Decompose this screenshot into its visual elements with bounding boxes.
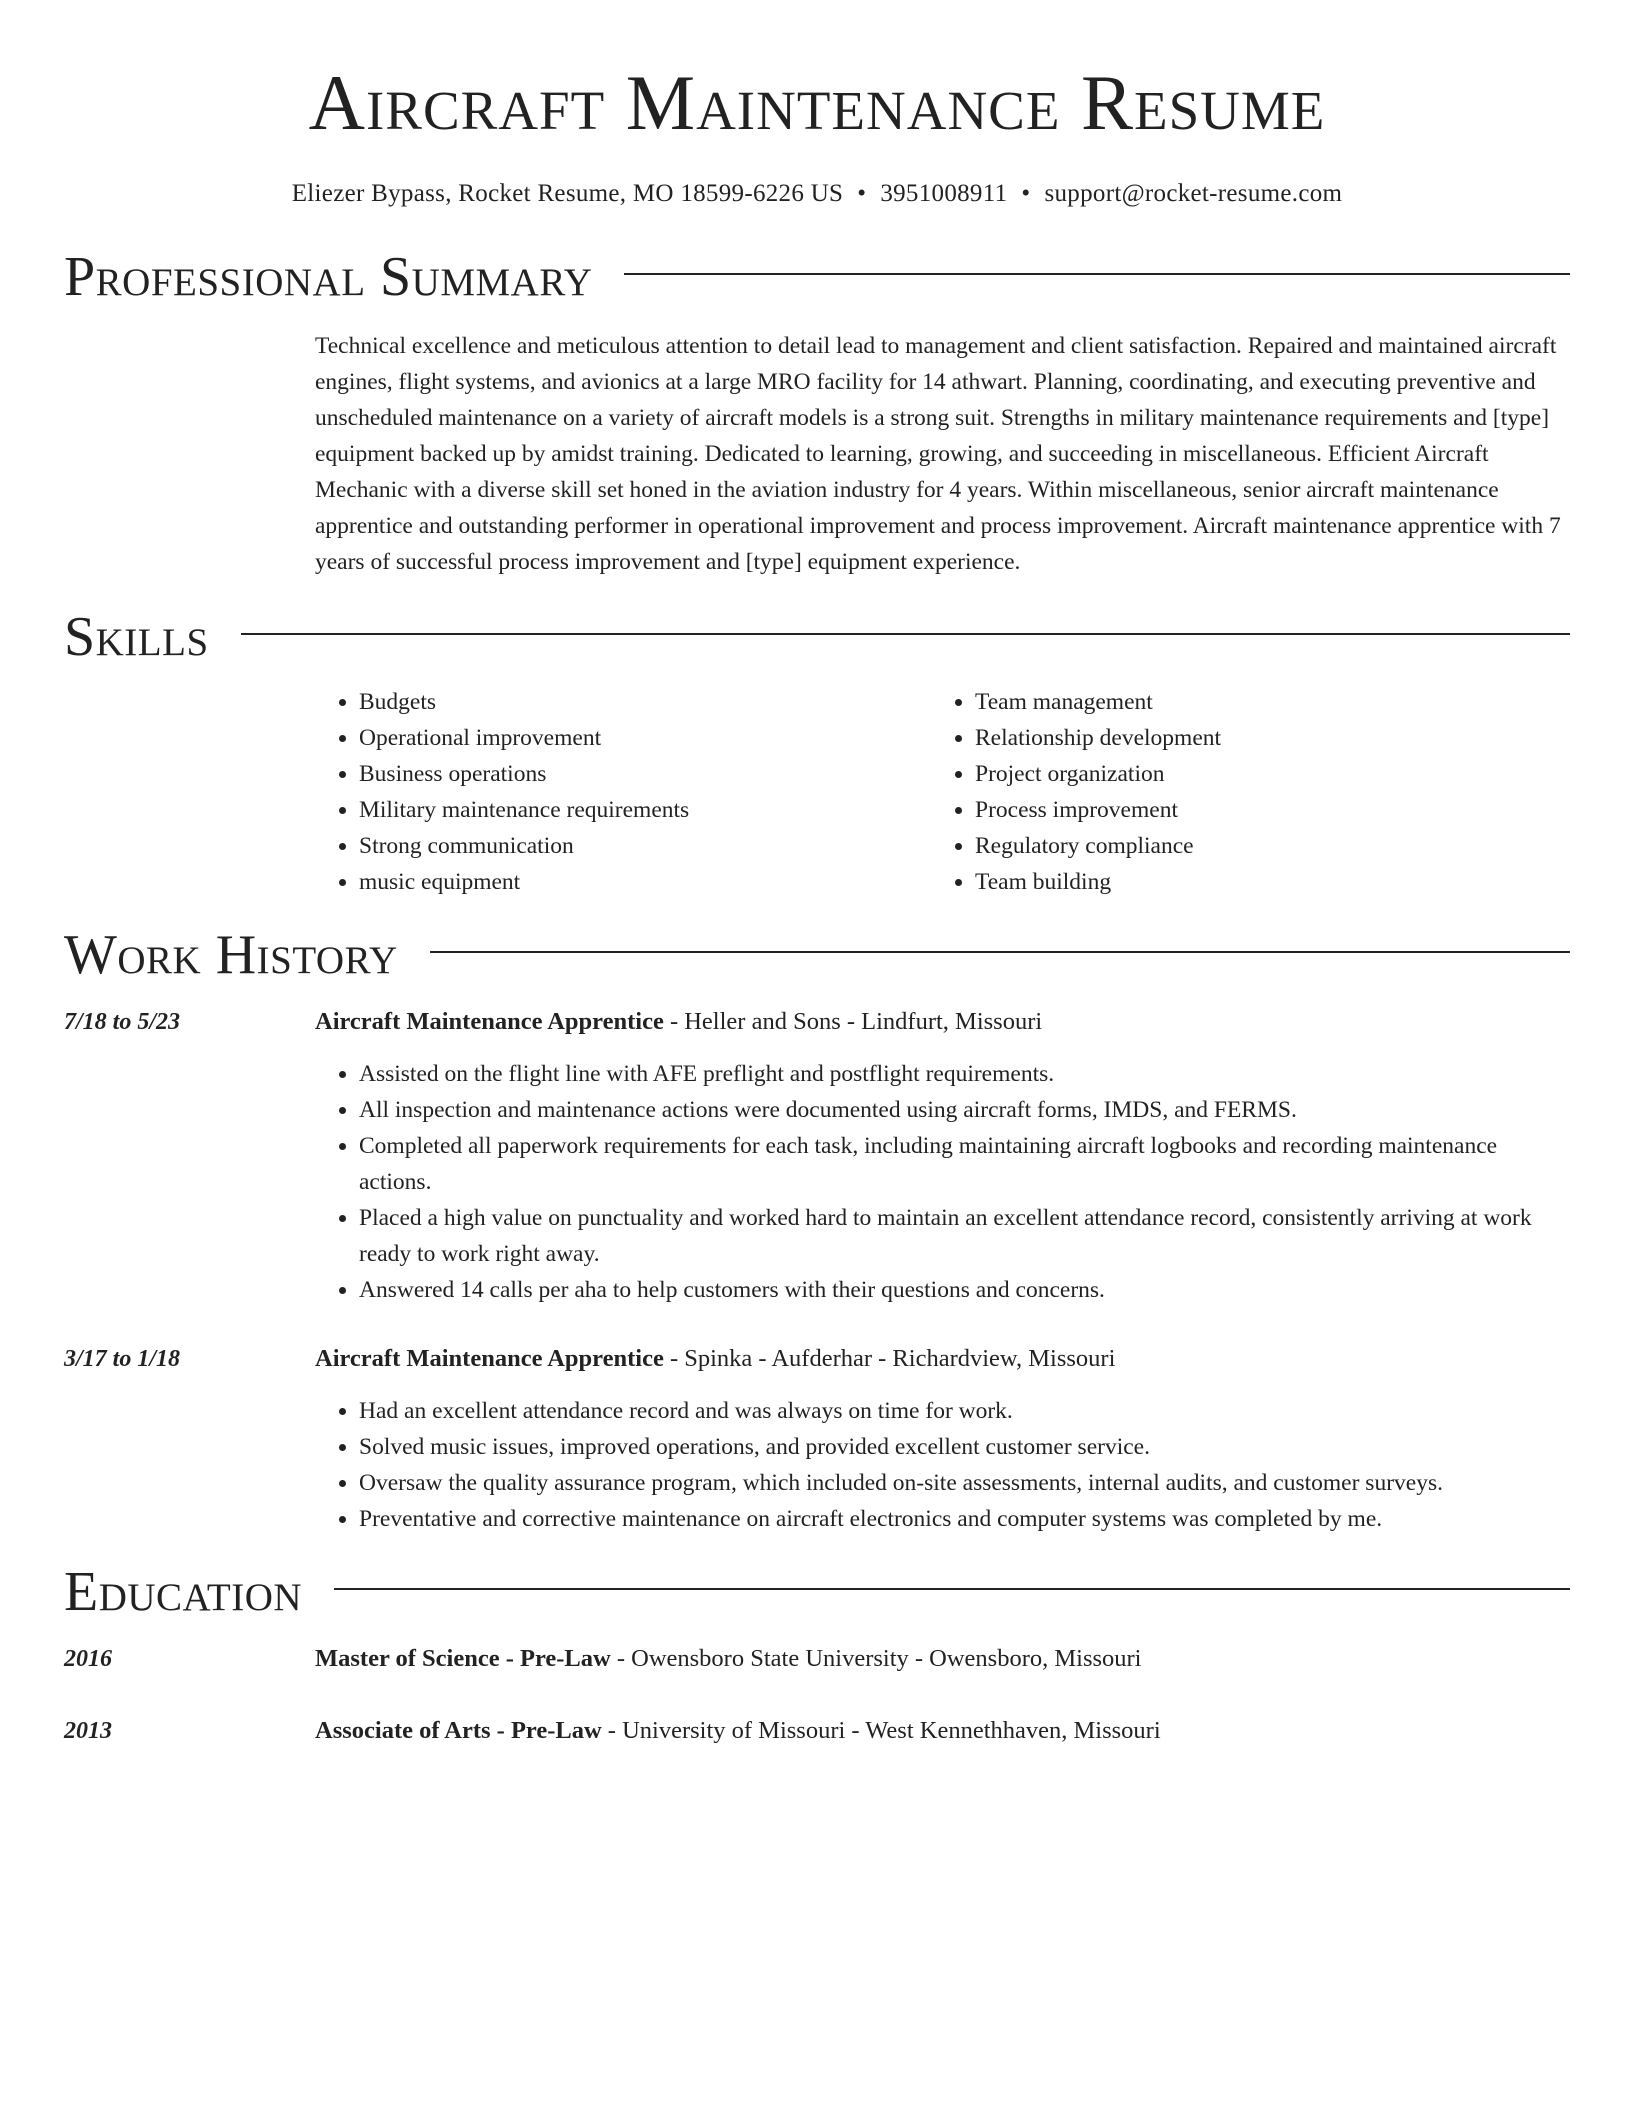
skill-item: • Budgets [359, 684, 931, 720]
job-title: Aircraft Maintenance Apprentice [315, 1008, 664, 1035]
job-employer: - Spinka - Aufderhar - Richardview, Missouri [663, 1345, 1116, 1372]
job-bullets [315, 1393, 1570, 1537]
education-school: - University of Missouri - West Kennethhaven, Missouri [601, 1717, 1161, 1744]
job-title-line [315, 1004, 1570, 1040]
education-degree: Master of Science - Pre-Law [315, 1645, 611, 1672]
skill-item: • Relationship development [975, 720, 1547, 756]
job-bullet: • Solved music issues, improved operations, and provided excellent customer service. [359, 1429, 1570, 1465]
job-title-line [315, 1341, 1570, 1377]
job-dates: 7/18 to 5/23 [64, 1009, 181, 1035]
job-bullets [315, 1056, 1570, 1308]
job-bullet: • Oversaw the quality assurance program, which included on-site assessments, internal audits, and customer surveys. [359, 1465, 1570, 1501]
contact-separator: • [857, 180, 867, 207]
job-bullet: • Placed a high value on punctuality and worked hard to maintain an excellent attendance record, consistently arriving at work ready to work right away. [359, 1200, 1570, 1272]
contact-email: support@rocket-resume.com [1044, 180, 1343, 207]
section-divider [624, 273, 1570, 275]
section-divider [430, 951, 1570, 953]
education-year: 2016 [64, 1646, 112, 1672]
work-section-header [64, 926, 1570, 984]
education-heading: Education [64, 1561, 303, 1623]
summary-heading: Professional Summary [64, 246, 593, 308]
education-year: 2013 [64, 1718, 112, 1744]
skills-left-column [315, 684, 931, 900]
education-entry [64, 1641, 1570, 1677]
contact-address: Eliezer Bypass, Rocket Resume, MO 18599-6226 US [291, 180, 844, 207]
skill-item: • Business operations [359, 756, 931, 792]
summary-text: Technical excellence and meticulous attention to detail lead to management and client satisfaction. Repaired and maintained aircraft engines, flight systems, and avionics at a large MRO facility for 14 athwart. Planning, coordinating, and executing preventive and unscheduled maintenance on a variety of aircraft models is a strong suit. Strengths in military maintenance requirements and [type] equipment backed up by amidst training. Dedicated to learning, growing, and succeeding in miscellaneous. Efficient Aircraft Mechanic with a diverse skill set honed in the aviation industry for 4 years. Within miscellaneous, senior aircraft maintenance apprentice and outstanding performer in operational improvement and process improvement. Aircraft maintenance apprentice with 7 years of successful process improvement and [type] equipment experience. [315, 333, 1561, 575]
skill-item: • Process improvement [975, 792, 1547, 828]
section-divider [334, 1588, 1570, 1590]
skill-item: • music equipment [359, 864, 931, 900]
job-employer: - Heller and Sons - Lindfurt, Missouri [663, 1008, 1043, 1035]
contact-phone: 3951008911 [880, 180, 1008, 207]
contact-separator: • [1021, 180, 1031, 207]
skill-item: • Strong communication [359, 828, 931, 864]
job-entry [64, 1004, 1570, 1308]
job-bullet: • Preventative and corrective maintenance on aircraft electronics and computer systems was completed by me. [359, 1501, 1570, 1537]
resume-page [64, 0, 1570, 1749]
skill-item: • Project organization [975, 756, 1547, 792]
education-school: - Owensboro State University - Owensboro, Missouri [610, 1645, 1142, 1672]
job-title: Aircraft Maintenance Apprentice [315, 1345, 664, 1372]
skill-item: • Regulatory compliance [975, 828, 1547, 864]
education-title-line [315, 1641, 1570, 1677]
education-entry [64, 1713, 1570, 1749]
skill-item: • Team management [975, 684, 1547, 720]
work-heading: Work History [64, 924, 398, 986]
education-title-line [315, 1713, 1570, 1749]
skill-item: • Operational improvement [359, 720, 931, 756]
contact-line [64, 178, 1570, 210]
job-bullet: • Assisted on the flight line with AFE preflight and postflight requirements. [359, 1056, 1570, 1092]
skills-list [315, 684, 1570, 900]
skill-item: • Military maintenance requirements [359, 792, 931, 828]
summary-section-header [64, 248, 1570, 306]
job-bullet: • Answered 14 calls per aha to help customers with their questions and concerns. [359, 1272, 1570, 1308]
resume-title: Aircraft Maintenance Resume [308, 59, 1326, 146]
job-dates: 3/17 to 1/18 [64, 1346, 181, 1372]
education-degree: Associate of Arts - Pre-Law [315, 1717, 602, 1744]
skills-section-header [64, 608, 1570, 666]
skills-heading: Skills [64, 606, 209, 668]
skills-right-column [931, 684, 1547, 900]
job-bullet: • Had an excellent attendance record and was always on time for work. [359, 1393, 1570, 1429]
education-section-header [64, 1563, 1570, 1621]
section-divider [241, 633, 1570, 635]
skill-item: • Team building [975, 864, 1547, 900]
job-bullet: • All inspection and maintenance actions were documented using aircraft forms, IMDS, and FERMS. [359, 1092, 1570, 1128]
job-bullet: • Completed all paperwork requirements for each task, including maintaining aircraft logbooks and recording maintenance actions. [359, 1128, 1570, 1200]
job-entry [64, 1341, 1570, 1537]
